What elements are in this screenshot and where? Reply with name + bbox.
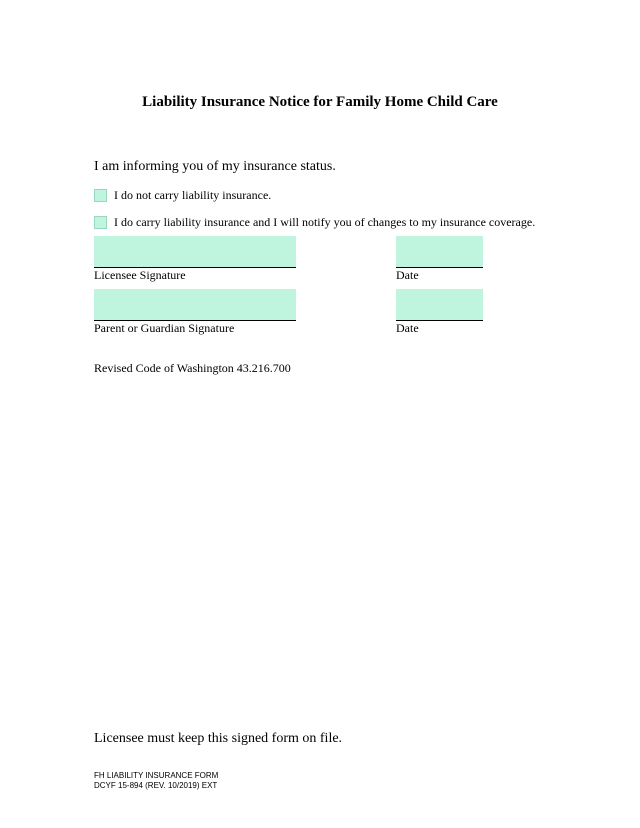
licensee-signature-label: Licensee Signature xyxy=(94,268,186,282)
legal-reference: Revised Code of Washington 43.216.700 xyxy=(94,361,291,375)
has-insurance-checkbox[interactable] xyxy=(94,216,107,229)
licensee-signature-field[interactable] xyxy=(94,236,296,268)
no-insurance-label: I do not carry liability insurance. xyxy=(114,188,272,202)
guardian-signature-field[interactable] xyxy=(94,289,296,321)
retention-note: Licensee must keep this signed form on file. xyxy=(94,731,343,746)
licensee-date-field[interactable] xyxy=(396,236,483,268)
guardian-signature-label: Parent or Guardian Signature xyxy=(94,321,235,335)
has-insurance-label: I do carry liability insurance and I will notify you of changes to my insurance coverage. xyxy=(114,215,536,229)
guardian-date-field[interactable] xyxy=(396,289,483,321)
option-has-insurance[interactable] xyxy=(94,214,535,230)
no-insurance-checkbox[interactable] xyxy=(94,189,107,202)
page-title: Liability Insurance Notice for Family Home Child Care xyxy=(142,94,498,110)
footer-form-number: DCYF 15-894 (REV. 10/2019) EXT xyxy=(94,781,218,790)
insurance-status-intro: I am informing you of my insurance status. xyxy=(94,159,336,174)
option-no-insurance[interactable] xyxy=(94,187,271,203)
licensee-date-label: Date xyxy=(396,268,419,282)
footer-form-name: FH LIABILITY INSURANCE FORM xyxy=(94,771,219,780)
guardian-date-label: Date xyxy=(396,321,419,335)
